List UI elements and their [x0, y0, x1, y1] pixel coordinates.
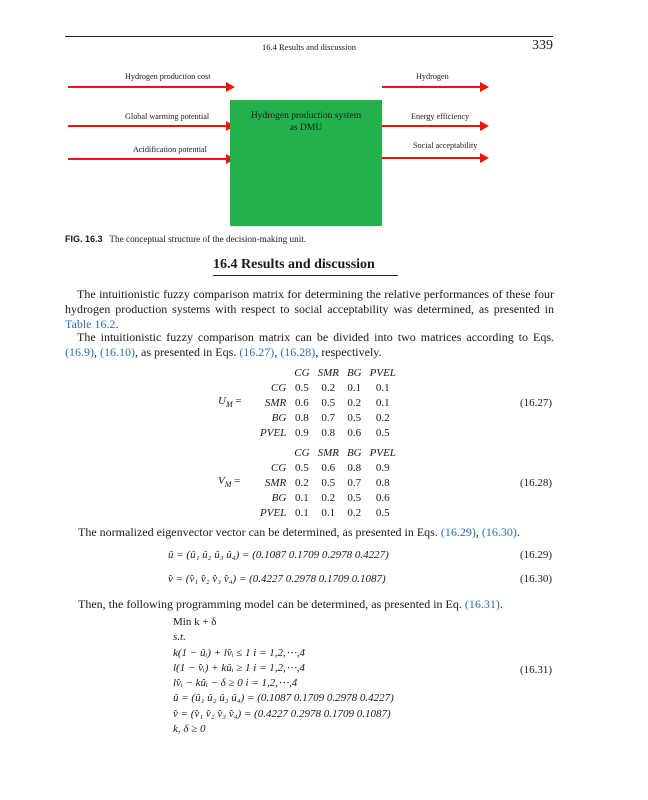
matrix-row-header: PVEL	[260, 426, 287, 439]
matrix-cell: 0.5	[321, 476, 336, 489]
equation-number: (16.27)	[520, 397, 553, 409]
matrix-cell: 0.1	[375, 381, 390, 394]
matrix-cell: 0.6	[375, 491, 390, 504]
paragraph-1	[65, 287, 554, 332]
eq-link[interactable]: (16.30)	[481, 525, 517, 539]
matrix-cell: 0.1	[321, 506, 336, 519]
matrix-cell: 0.2	[375, 411, 390, 424]
matrix-col-header: CG	[294, 366, 310, 379]
equation-number: (16.29)	[520, 549, 553, 561]
matrix-header-row	[256, 445, 400, 460]
matrix-row-header: BG	[271, 491, 287, 504]
arrowhead-icon	[480, 153, 489, 163]
matrix-u-label: $U_M$ =	[218, 395, 242, 410]
paragraph-3-text: The normalized eigenvector vector can be determined, as presented in Eqs.	[78, 525, 441, 539]
matrix-cell: 0.2	[321, 381, 336, 394]
sep: ,	[475, 525, 482, 539]
matrix-row-header: CG	[271, 381, 287, 394]
output-arrow-2	[382, 125, 482, 127]
matrix-cell: 0.5	[347, 411, 362, 424]
model-line: Min k + δ	[173, 616, 217, 628]
eq-link[interactable]: (16.28)	[280, 345, 316, 359]
paragraph-2-text: , as presented in Eqs.	[135, 345, 240, 359]
output-label-social: Social acceptability	[413, 141, 478, 150]
input-arrow-3	[68, 158, 228, 160]
matrix-v-label: $V_M$ =	[218, 475, 241, 490]
matrix-row	[256, 460, 400, 475]
matrix-header-row	[256, 365, 400, 380]
output-label-hydrogen: Hydrogen	[416, 72, 449, 81]
matrix-col-header: PVEL	[369, 446, 396, 459]
matrix-u-symbol: U	[218, 395, 226, 407]
paragraph-1-end: .	[115, 317, 119, 331]
paragraph-4-text: .	[499, 597, 503, 611]
model-line: k, δ ≥ 0	[173, 723, 206, 736]
model-line: lv̂ᵢ − kûᵢ − δ ≥ 0 i = 1,2,⋯,4	[173, 677, 298, 690]
matrix-cell: 0.2	[321, 491, 336, 504]
dmu-box-line1: Hydrogen production system	[250, 111, 362, 121]
matrix-row	[256, 410, 400, 425]
arrowhead-icon	[226, 82, 235, 92]
matrix-row	[256, 395, 400, 410]
matrix-row-header: SMR	[264, 476, 287, 489]
matrix-cell: 0.8	[295, 411, 309, 424]
matrix-col-header: SMR	[317, 366, 339, 379]
matrix-cell: 0.2	[295, 476, 309, 489]
model-line: s.t.	[173, 631, 186, 644]
matrix-cell: 0.7	[347, 476, 362, 489]
input-arrow-1	[68, 86, 228, 88]
matrix-col-header: BG	[346, 446, 362, 459]
section-title: 16.4 Results and discussion	[213, 257, 375, 272]
matrix-v-symbol: V	[218, 475, 225, 487]
model-line: l(1 − v̂ᵢ) + kûᵢ ≥ 1 i = 1,2,⋯,4	[173, 661, 305, 674]
dmu-box-line2: as DMU	[289, 123, 323, 133]
matrix-col-header: CG	[294, 446, 310, 459]
matrix-cell: 0.6	[295, 396, 309, 409]
section-rule	[213, 275, 398, 276]
matrix-cell: 0.6	[347, 426, 362, 439]
input-label-ap: Acidification potential	[133, 145, 207, 154]
model-line: k(1 − ûᵢ) + lv̂ᵢ ≤ 1 i = 1,2,⋯,4	[173, 646, 305, 659]
eq-link[interactable]: (16.29)	[440, 525, 476, 539]
model-line: û = (û₁ û₂ û₃ û₄) = (0.1087 0.1709 0.2978 0.4227)	[173, 692, 394, 705]
input-arrow-2	[68, 125, 228, 127]
equation-number: (16.31)	[520, 664, 553, 676]
running-title: 16.4 Results and discussion	[262, 42, 356, 52]
matrix-row-header: PVEL	[260, 506, 287, 519]
matrix-u-subscript: M	[225, 400, 233, 410]
matrix-cell: 0.5	[295, 381, 309, 394]
matrix-cell: 0.5	[295, 461, 309, 474]
matrix-cell: 0.9	[295, 426, 309, 439]
matrix-v	[256, 445, 400, 520]
matrix-cell: 0.5	[347, 491, 362, 504]
equation-number: (16.30)	[520, 573, 553, 585]
page-number: 339	[532, 38, 553, 53]
matrix-cell: 0.7	[321, 411, 336, 424]
matrix-row	[256, 505, 400, 520]
output-label-efficiency: Energy efficiency	[411, 112, 470, 121]
eq-link[interactable]: (16.9)	[65, 345, 94, 359]
paragraph-2-text: The intuitionistic fuzzy comparison matrix can be divided into two matrices according to Eqs.	[77, 330, 554, 344]
matrix-cell: 0.8	[375, 476, 390, 489]
matrix-row-header: SMR	[264, 396, 287, 409]
paragraph-3-text: .	[516, 525, 520, 539]
matrix-cell: 0.1	[295, 506, 309, 519]
sep: ,	[94, 345, 100, 359]
equation-16-29: û = (û₁ û₂ û₃ û₄) = (0.1087 0.1709 0.2978 0.4227)	[168, 549, 389, 561]
paragraph-2	[65, 330, 554, 360]
matrix-row	[256, 425, 400, 440]
programming-model	[173, 615, 394, 737]
paragraph-3	[78, 525, 554, 540]
matrix-u	[256, 365, 400, 440]
arrowhead-icon	[480, 121, 489, 131]
matrix-cell: 0.5	[375, 426, 390, 439]
paragraph-4-text: Then, the following programming model can be determined, as presented in Eq.	[78, 597, 465, 611]
matrix-cell: 0.8	[347, 461, 362, 474]
matrix-cell: 0.9	[375, 461, 390, 474]
matrix-cell: 0.5	[321, 396, 336, 409]
matrix-col-header: BG	[346, 366, 362, 379]
figure-caption	[65, 234, 306, 244]
header-rule	[65, 36, 553, 37]
model-line: v̂ = (v̂₁ v̂₂ v̂₃ v̂₄) = (0.4227 0.2978 0.1709 0.1087)	[173, 707, 391, 720]
matrix-row-header: CG	[271, 461, 287, 474]
matrix-col-header: SMR	[317, 446, 339, 459]
figure-caption-label: FIG. 16.3	[65, 234, 103, 244]
matrix-cell: 0.1	[295, 491, 309, 504]
matrix-cell: 0.8	[321, 426, 336, 439]
table-link[interactable]: Table 16.2	[65, 317, 116, 331]
figure-caption-text: The conceptual structure of the decision-making unit.	[109, 234, 307, 244]
equation-16-30: v̂ = (v̂₁ v̂₂ v̂₃ v̂₄) = (0.4227 0.2978 0.1709 0.1087)	[168, 573, 386, 585]
matrix-cell: 0.5	[375, 506, 390, 519]
dmu-box-text	[230, 110, 382, 134]
input-label-cost: Hydrogen production cost	[125, 72, 211, 81]
output-arrow-3	[382, 157, 482, 159]
matrix-row-header: BG	[271, 411, 287, 424]
paragraph-4	[78, 597, 554, 612]
eq-link[interactable]: (16.27)	[239, 345, 275, 359]
matrix-cell: 0.1	[375, 396, 390, 409]
output-arrow-1	[382, 86, 482, 88]
matrix-cell: 0.2	[347, 396, 362, 409]
paragraph-2-text: , respectively.	[315, 345, 382, 359]
matrix-v-subscript: M	[224, 480, 232, 490]
matrix-col-header: PVEL	[369, 366, 396, 379]
matrix-cell: 0.2	[347, 506, 362, 519]
matrix-row	[256, 475, 400, 490]
eq-link[interactable]: (16.10)	[100, 345, 135, 359]
matrix-row	[256, 490, 400, 505]
arrowhead-icon	[480, 82, 489, 92]
matrix-row	[256, 380, 400, 395]
matrix-cell: 0.1	[347, 381, 362, 394]
eq-link[interactable]: (16.31)	[464, 597, 500, 611]
sep: ,	[274, 345, 281, 359]
input-label-gwp: Global warming potential	[125, 112, 210, 121]
equation-number: (16.28)	[520, 477, 553, 489]
matrix-cell: 0.6	[321, 461, 336, 474]
paragraph-1-text: The intuitionistic fuzzy comparison matrix for determining the relative performances of these four hydrogen production systems with respect to social acceptability was determined, as presented in	[65, 287, 554, 316]
